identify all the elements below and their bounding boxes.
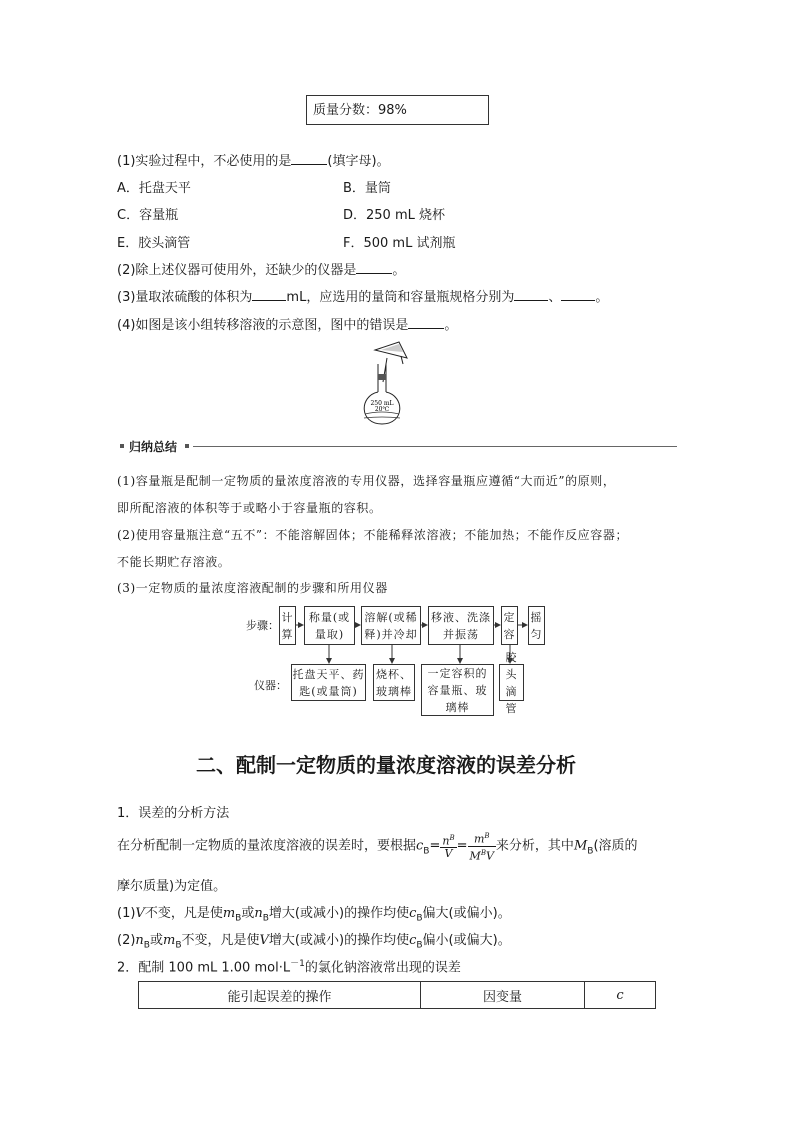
flask-temp-label: 20℃	[374, 406, 390, 413]
section-title: 二、配制一定物质的量浓度溶液的误差分析	[196, 753, 576, 777]
rule-text: 增大(或减小)的操作均使	[268, 906, 410, 921]
rule-text: 偏小(或偏大)。	[422, 933, 511, 948]
analysis-text: 来分析，其中	[495, 838, 574, 854]
summary-p1-line1: (1)容量瓶是配制一定物质的量浓度溶液的专用仪器，选择容量瓶应遵循“大而近”的原则，	[117, 474, 616, 488]
rule-text: 偏大(或偏小)。	[422, 906, 511, 921]
summary-heading: 归纳总结	[129, 440, 178, 454]
subsection-2-text: 2．配制 100 mL 1.00 mol·L	[117, 960, 291, 976]
question-4-text: (4)如图是该小组转移溶液的示意图，图中的错误是	[117, 318, 409, 333]
rule-text: 不变，凡是使	[144, 906, 223, 921]
rule-text: 增大(或减小)的操作均使	[268, 933, 410, 948]
flow-instrument: 一定容积的容量瓶、玻璃棒	[421, 664, 494, 716]
option-a: A．托盘天平	[117, 181, 191, 196]
rule-text: 或	[241, 906, 255, 921]
question-3-sep: 、	[548, 290, 562, 305]
table-header-cell: c	[585, 982, 656, 1009]
table-header-cell: 能引起误差的操作	[139, 982, 421, 1009]
question-3-suffix: 。	[595, 290, 609, 305]
rule-text: 或	[149, 933, 163, 948]
flow-steps-label: 步骤：	[246, 619, 279, 632]
question-3-mid: mL，应选用的量筒和容量瓶规格分别为	[286, 290, 515, 305]
analysis-paragraph: 在分析配制一定物质的量浓度溶液的误差时，要根据$c_B=$ $\frac{n^B}{V}$ = $\frac{m^B}{M^BV}$ 来分析，其中$M_B$(溶质的	[117, 832, 638, 863]
rule-2: $(2)n_B$或$m_B$不变，凡是使V增大(或减小)的操作均使$c_B$偏小(或偏大)。	[117, 933, 511, 951]
table-header-cell: 因变量	[421, 982, 585, 1009]
flow-step: 移液、洗涤并振荡	[428, 606, 494, 645]
summary-p1-line2: 即所配溶液的体积等于或略小于容量瓶的容积。	[117, 501, 382, 515]
flask-volume-label: 250 mL	[370, 400, 394, 407]
table-row	[139, 982, 656, 1009]
question-1-text: (1)实验过程中，不必使用的是	[117, 154, 292, 169]
flow-step: 称量(或量取)	[304, 606, 355, 645]
flow-instruments-label: 仪器：	[254, 679, 287, 692]
analysis-line2: 摩尔质量)为定值。	[117, 879, 227, 894]
question-2-text: (2)除上述仪器可使用外，还缺少的仪器是	[117, 263, 357, 278]
flow-instrument: 胶头滴管	[499, 664, 524, 701]
error-table	[138, 981, 656, 1009]
summary-p2-line1: (2)使用容量瓶注意“五不”：不能溶解固体；不能稀释浓溶液；不能加热；不能作反应容器；	[117, 528, 629, 542]
formula-fraction: $\frac{m^B}{M^BV}$	[469, 832, 494, 863]
rule-text: 不变，凡是使	[181, 933, 260, 948]
subsection-2-heading: 2．配制 100 mL 1.00 $mol\cdot L^{-1}$的氯化钠溶液常出现的误差	[117, 959, 461, 976]
question-4-suffix: 。	[444, 318, 458, 333]
summary-p2-line2: 不能长期贮存溶液。	[117, 555, 231, 569]
summary-p3: (3)一定物质的量浓度溶液配制的步骤和所用仪器	[117, 581, 388, 595]
formula-fraction: $\frac{n^B}{V}$	[442, 833, 455, 861]
question-1-suffix: (填字母)。	[327, 154, 390, 169]
option-c: C．容量瓶	[117, 208, 179, 223]
option-f: F．500 mL 试剂瓶	[343, 236, 456, 251]
flow-step: 计算	[279, 606, 296, 645]
analysis-text: (溶质的	[593, 838, 638, 854]
question-3-text: (3)量取浓硫酸的体积为	[117, 290, 253, 305]
concentration-label: 质量分数：98%	[313, 103, 407, 118]
flow-step: 摇匀	[528, 606, 545, 645]
flow-step: 定容	[501, 606, 518, 645]
rule-1: (1)V不变，凡是使$m_B$或$n_B$增大(或减小)的操作均使$c_B$偏大(或偏小)。	[117, 906, 511, 924]
flow-instrument: 烧杯、玻璃棒	[373, 664, 415, 701]
option-d: D．250 mL 烧杯	[343, 208, 445, 223]
analysis-text: 在分析配制一定物质的量浓度溶液的误差时，要根据	[117, 838, 417, 854]
subsection-2-text: 的氯化钠溶液常出现的误差	[304, 960, 461, 976]
option-b: B．量筒	[343, 181, 391, 196]
question-2-suffix: 。	[392, 263, 406, 278]
flow-step: 溶解(或稀释)并冷却	[361, 606, 421, 645]
subsection-1-heading: 1．误差的分析方法	[117, 806, 230, 821]
flow-instrument: 托盘天平、药匙(或量筒)	[291, 664, 366, 701]
option-e: E．胶头滴管	[117, 236, 191, 251]
